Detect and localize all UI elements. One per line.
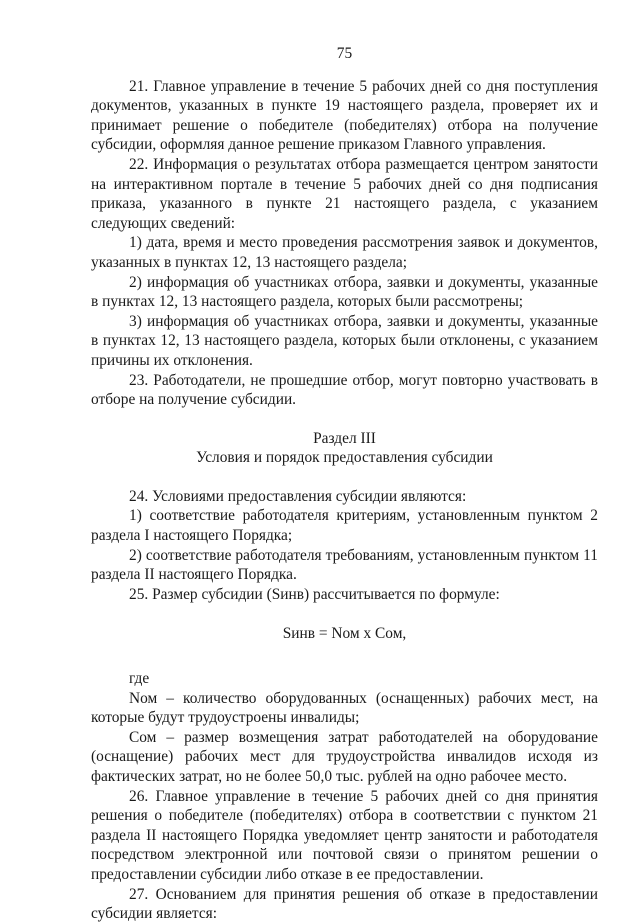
paragraph-26: 26. Главное управление в течение 5 рабочих дней со дня принятия решения о победителе (победителях) отбора в соответствии с пунктом 21 раздела II настоящего Порядка уведомляет центр занятости и работодателя посредством электронной или почтовой связи о принятом решении о предоставлении субсидии либо отказе в ее предоставлении. (91, 787, 598, 883)
paragraph-22-item-3: 3) информация об участниках отбора, заявки и документы, указанные в пунктах 12, 13 настоящего раздела, которых были отклонены, с указанием причины их отклонения. (91, 312, 598, 369)
section-subtitle: Условия и порядок предоставления субсидии (196, 449, 493, 467)
paragraph-24: 24. Условиями предоставления субсидии являются: (129, 487, 467, 505)
definition-nom: Nом – количество оборудованных (оснащенных) рабочих мест, на которые будут трудоустроены инвалиды; (91, 689, 598, 727)
paragraph-27: 27. Основанием для принятия решения об отказе в предоставлении субсидии является: (91, 885, 598, 923)
paragraph-22-item-2: 2) информация об участниках отбора, заявки и документы, указанные в пунктах 12, 13 настоящего раздела, которых были рассмотрены; (91, 273, 598, 311)
definition-com: Сом – размер возмещения затрат работодателей на оборудование (оснащение) рабочих мест для трудоустройства инвалидов исходя из фактических затрат, но не более 50,0 тыс. рублей на одно рабочее место. (91, 728, 598, 785)
paragraph-24-item-1: 1) соответствие работодателя критериям, установленным пунктом 2 раздела I настоящего Порядка; (91, 507, 598, 545)
subsidy-formula: Sинв = Nом x Cом, (282, 625, 407, 643)
paragraph-24-item-2: 2) соответствие работодателя требованиям, установленным пунктом 11 раздела II настоящего Порядка. (91, 546, 598, 584)
formula-where: где (129, 670, 150, 688)
paragraph-22: 22. Информация о результатах отбора размещается центром занятости на интерактивном портале в течение 5 рабочих дней со дня подписания приказа, указанного в пункте 21 настоящего раздела, с указанием следующих сведений: (91, 155, 598, 232)
paragraph-23: 23. Работодатели, не прошедшие отбор, могут повторно участвовать в отборе на получение субсидии. (91, 371, 598, 409)
page-number: 75 (336, 45, 353, 62)
paragraph-25: 25. Размер субсидии (Sинв) рассчитывается по формуле: (129, 585, 500, 603)
paragraph-21: 21. Главное управление в течение 5 рабочих дней со дня поступления документов, указанных в пункте 19 настоящего раздела, проверяет их и принимает решение о победителе (победителях) отбора на получение субсидии, оформляя данное решение приказом Главного управления. (91, 77, 598, 154)
section-title: Раздел III (313, 429, 376, 447)
paragraph-22-item-1: 1) дата, время и место проведения рассмотрения заявок и документов, указанных в пунктах 12, 13 настоящего раздела; (91, 234, 598, 271)
